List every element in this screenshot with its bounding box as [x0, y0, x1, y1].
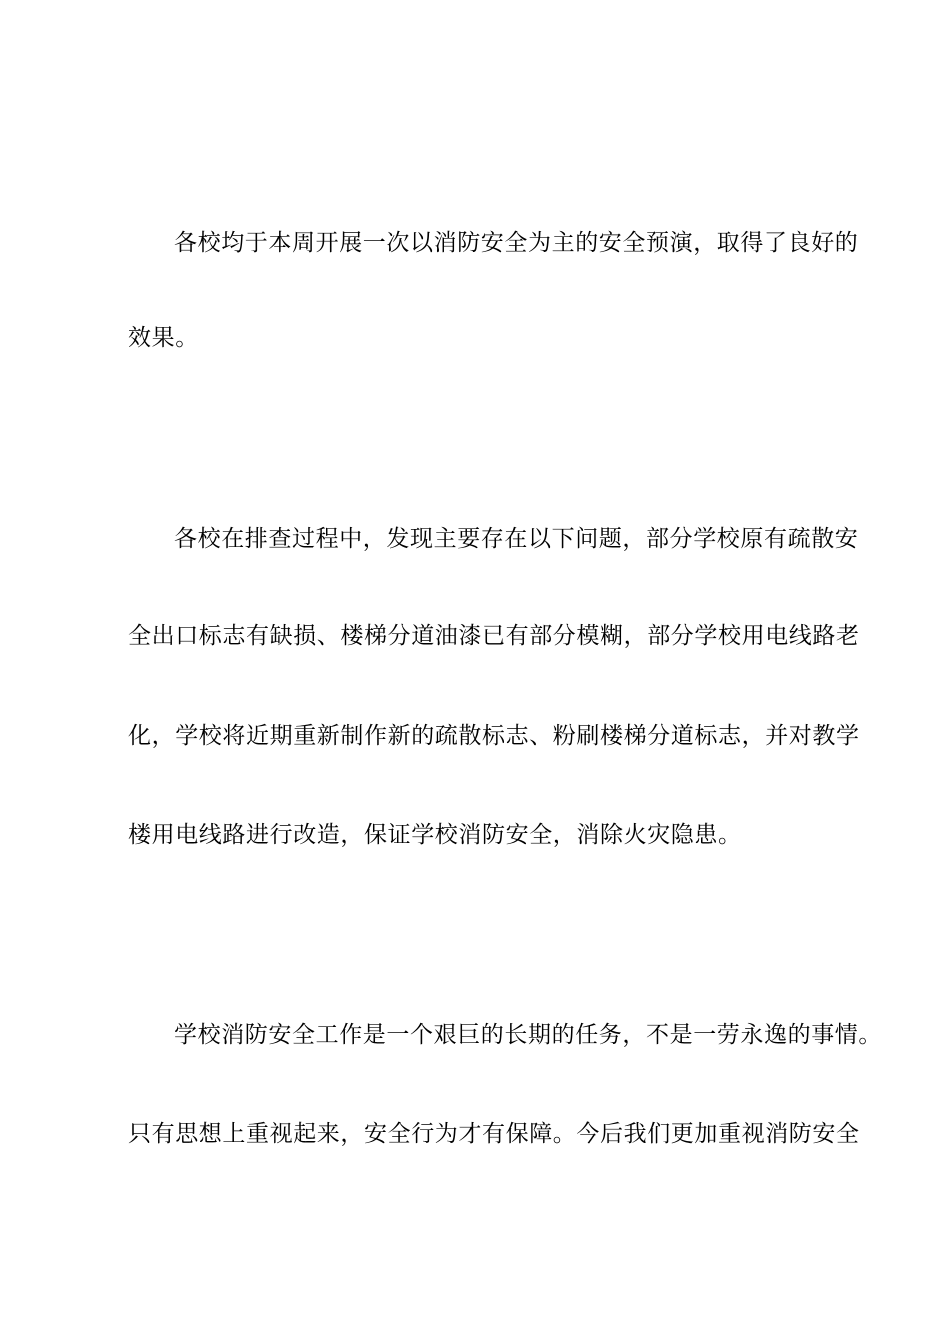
paragraph-line: 楼用电线路进行改造，保证学校消防安全，消除火灾隐患。	[128, 822, 742, 848]
paragraph-line: 化，学校将近期重新制作新的疏散标志、粉刷楼梯分道标志，并对教学	[128, 723, 860, 749]
paragraph-line: 各校均于本周开展一次以消防安全为主的安全预演，取得了良好的	[174, 230, 859, 256]
paragraph-line: 学校消防安全工作是一个艰巨的长期的任务，不是一劳永逸的事情。	[174, 1022, 882, 1048]
paragraph-line: 只有思想上重视起来，安全行为才有保障。今后我们更加重视消防安全	[128, 1121, 860, 1147]
paragraph-line: 全出口标志有缺损、楼梯分道油漆已有部分模糊，部分学校用电线路老	[128, 623, 860, 649]
paragraph-line: 效果。	[128, 325, 199, 351]
paragraph-line: 各校在排查过程中，发现主要存在以下问题，部分学校原有疏散安	[174, 526, 859, 552]
